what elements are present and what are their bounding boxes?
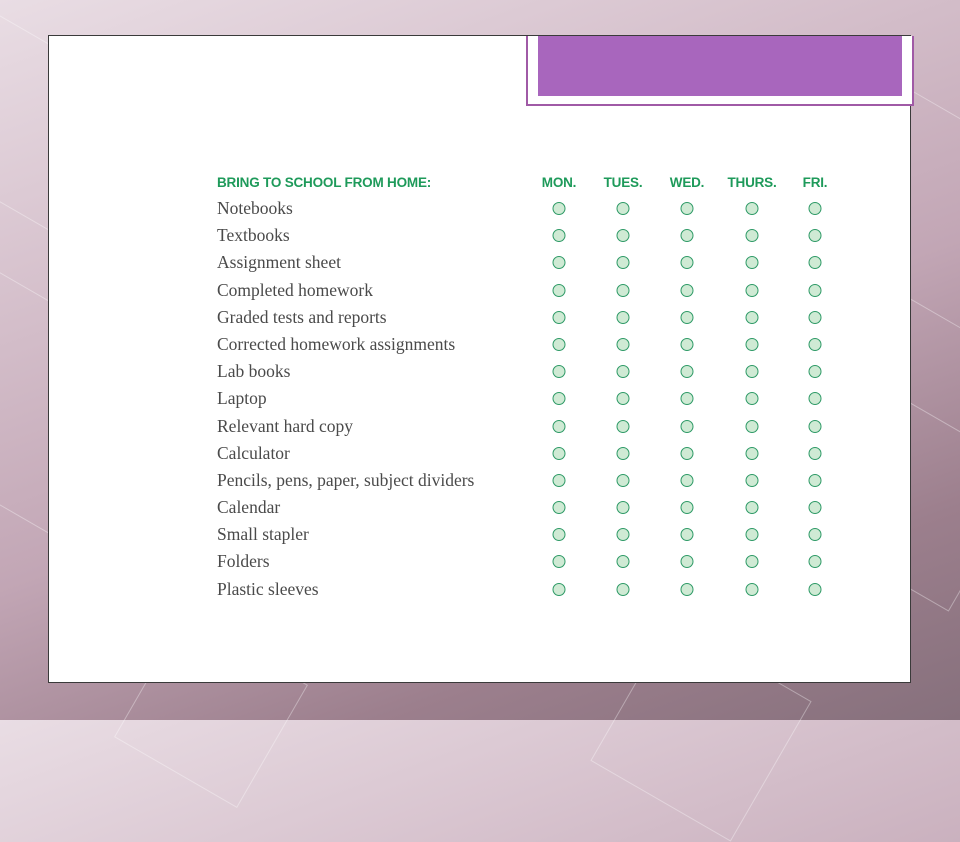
- checklist-row: [217, 304, 857, 331]
- checkbox-thurs[interactable]: [746, 583, 759, 596]
- checkbox-thurs[interactable]: [746, 420, 759, 433]
- checklist-row: [217, 331, 857, 358]
- checkbox-mon[interactable]: [553, 229, 566, 242]
- checkbox-fri[interactable]: [809, 474, 822, 487]
- checklist-heading: BRING TO SCHOOL FROM HOME:: [217, 175, 432, 190]
- checkbox-mon[interactable]: [553, 311, 566, 324]
- checkbox-wed[interactable]: [681, 474, 694, 487]
- checkbox-thurs[interactable]: [746, 284, 759, 297]
- checkbox-fri[interactable]: [809, 392, 822, 405]
- checkbox-thurs[interactable]: [746, 202, 759, 215]
- checkbox-tues[interactable]: [617, 229, 630, 242]
- checklist-row: [217, 249, 857, 276]
- title-accent-bar: [538, 36, 902, 96]
- checklist-row: [217, 385, 857, 412]
- day-header-mon: MON.: [541, 175, 577, 190]
- checkbox-wed[interactable]: [681, 256, 694, 269]
- checkbox-tues[interactable]: [617, 447, 630, 460]
- day-header-tues: TUES.: [603, 175, 643, 190]
- checkbox-fri[interactable]: [809, 583, 822, 596]
- checkbox-mon[interactable]: [553, 202, 566, 215]
- checklist-item-label: Calculator: [217, 442, 290, 463]
- checkbox-fri[interactable]: [809, 447, 822, 460]
- checklist-row: [217, 467, 857, 494]
- checkbox-thurs[interactable]: [746, 365, 759, 378]
- checkbox-fri[interactable]: [809, 501, 822, 514]
- checklist-row: [217, 277, 857, 304]
- day-header-thurs: THURS.: [727, 175, 777, 190]
- checklist-item-label: Graded tests and reports: [217, 306, 387, 327]
- checklist-row: [217, 494, 857, 521]
- checklist-row: [217, 576, 857, 603]
- checkbox-fri[interactable]: [809, 555, 822, 568]
- checkbox-wed[interactable]: [681, 365, 694, 378]
- checkbox-wed[interactable]: [681, 392, 694, 405]
- checkbox-mon[interactable]: [553, 392, 566, 405]
- checklist-header-row: [217, 173, 857, 195]
- checklist-item-label: Pencils, pens, paper, subject dividers: [217, 469, 475, 490]
- checkbox-wed[interactable]: [681, 447, 694, 460]
- checkbox-mon[interactable]: [553, 284, 566, 297]
- checkbox-fri[interactable]: [809, 338, 822, 351]
- title-placeholder: [526, 36, 914, 106]
- checkbox-tues[interactable]: [617, 338, 630, 351]
- checklist-item-label: Completed homework: [217, 279, 374, 300]
- checklist-table: [217, 173, 857, 603]
- checkbox-mon[interactable]: [553, 365, 566, 378]
- checkbox-tues[interactable]: [617, 583, 630, 596]
- checkbox-thurs[interactable]: [746, 474, 759, 487]
- checkbox-thurs[interactable]: [746, 229, 759, 242]
- checkbox-fri[interactable]: [809, 420, 822, 433]
- checkbox-mon[interactable]: [553, 474, 566, 487]
- checkbox-fri[interactable]: [809, 202, 822, 215]
- checkbox-wed[interactable]: [681, 311, 694, 324]
- checkbox-mon[interactable]: [553, 420, 566, 433]
- checkbox-wed[interactable]: [681, 583, 694, 596]
- checklist-item-label: Small stapler: [217, 524, 309, 545]
- checklist-item-label: Plastic sleeves: [217, 578, 319, 599]
- checkbox-tues[interactable]: [617, 202, 630, 215]
- checkbox-thurs[interactable]: [746, 555, 759, 568]
- checkbox-mon[interactable]: [553, 583, 566, 596]
- checkbox-wed[interactable]: [681, 284, 694, 297]
- checkbox-mon[interactable]: [553, 528, 566, 541]
- checkbox-thurs[interactable]: [746, 311, 759, 324]
- checklist-row: [217, 358, 857, 385]
- checklist-row: [217, 413, 857, 440]
- checkbox-tues[interactable]: [617, 392, 630, 405]
- checklist-item-label: Lab books: [217, 361, 291, 382]
- checkbox-tues[interactable]: [617, 501, 630, 514]
- checkbox-fri[interactable]: [809, 528, 822, 541]
- checklist-item-label: Folders: [217, 551, 270, 572]
- checkbox-thurs[interactable]: [746, 392, 759, 405]
- checkbox-wed[interactable]: [681, 202, 694, 215]
- day-header-wed: WED.: [669, 175, 705, 190]
- checkbox-mon[interactable]: [553, 338, 566, 351]
- checkbox-mon[interactable]: [553, 555, 566, 568]
- checkbox-thurs[interactable]: [746, 528, 759, 541]
- checkbox-wed[interactable]: [681, 555, 694, 568]
- checklist-row: [217, 222, 857, 249]
- checkbox-wed[interactable]: [681, 528, 694, 541]
- checkbox-fri[interactable]: [809, 229, 822, 242]
- checklist-item-label: Corrected homework assignments: [217, 333, 456, 354]
- checklist-row: [217, 548, 857, 575]
- checkbox-wed[interactable]: [681, 420, 694, 433]
- checklist-item-label: Laptop: [217, 388, 267, 409]
- checkbox-tues[interactable]: [617, 474, 630, 487]
- checkbox-thurs[interactable]: [746, 338, 759, 351]
- checkbox-wed[interactable]: [681, 338, 694, 351]
- checkbox-fri[interactable]: [809, 256, 822, 269]
- checkbox-tues[interactable]: [617, 555, 630, 568]
- checkbox-tues[interactable]: [617, 284, 630, 297]
- checkbox-tues[interactable]: [617, 365, 630, 378]
- checklist-item-label: Calendar: [217, 497, 281, 518]
- checkbox-fri[interactable]: [809, 284, 822, 297]
- checklist-item-label: Textbooks: [217, 225, 290, 246]
- checkbox-wed[interactable]: [681, 229, 694, 242]
- checkbox-mon[interactable]: [553, 501, 566, 514]
- checkbox-tues[interactable]: [617, 420, 630, 433]
- checkbox-thurs[interactable]: [746, 447, 759, 460]
- checklist-item-label: Relevant hard copy: [217, 415, 354, 436]
- checkbox-fri[interactable]: [809, 365, 822, 378]
- checkbox-mon[interactable]: [553, 447, 566, 460]
- checklist-row: [217, 521, 857, 548]
- slide-content-frame: [48, 35, 911, 683]
- checkbox-tues[interactable]: [617, 256, 630, 269]
- checkbox-fri[interactable]: [809, 311, 822, 324]
- checkbox-tues[interactable]: [617, 528, 630, 541]
- checklist-row: [217, 195, 857, 222]
- checkbox-thurs[interactable]: [746, 501, 759, 514]
- checklist-item-label: Assignment sheet: [217, 252, 341, 273]
- checklist-item-label: Notebooks: [217, 198, 293, 218]
- checklist-row: [217, 440, 857, 467]
- checkbox-thurs[interactable]: [746, 256, 759, 269]
- checkbox-tues[interactable]: [617, 311, 630, 324]
- day-header-fri: FRI.: [802, 175, 828, 190]
- checkbox-mon[interactable]: [553, 256, 566, 269]
- checkbox-wed[interactable]: [681, 501, 694, 514]
